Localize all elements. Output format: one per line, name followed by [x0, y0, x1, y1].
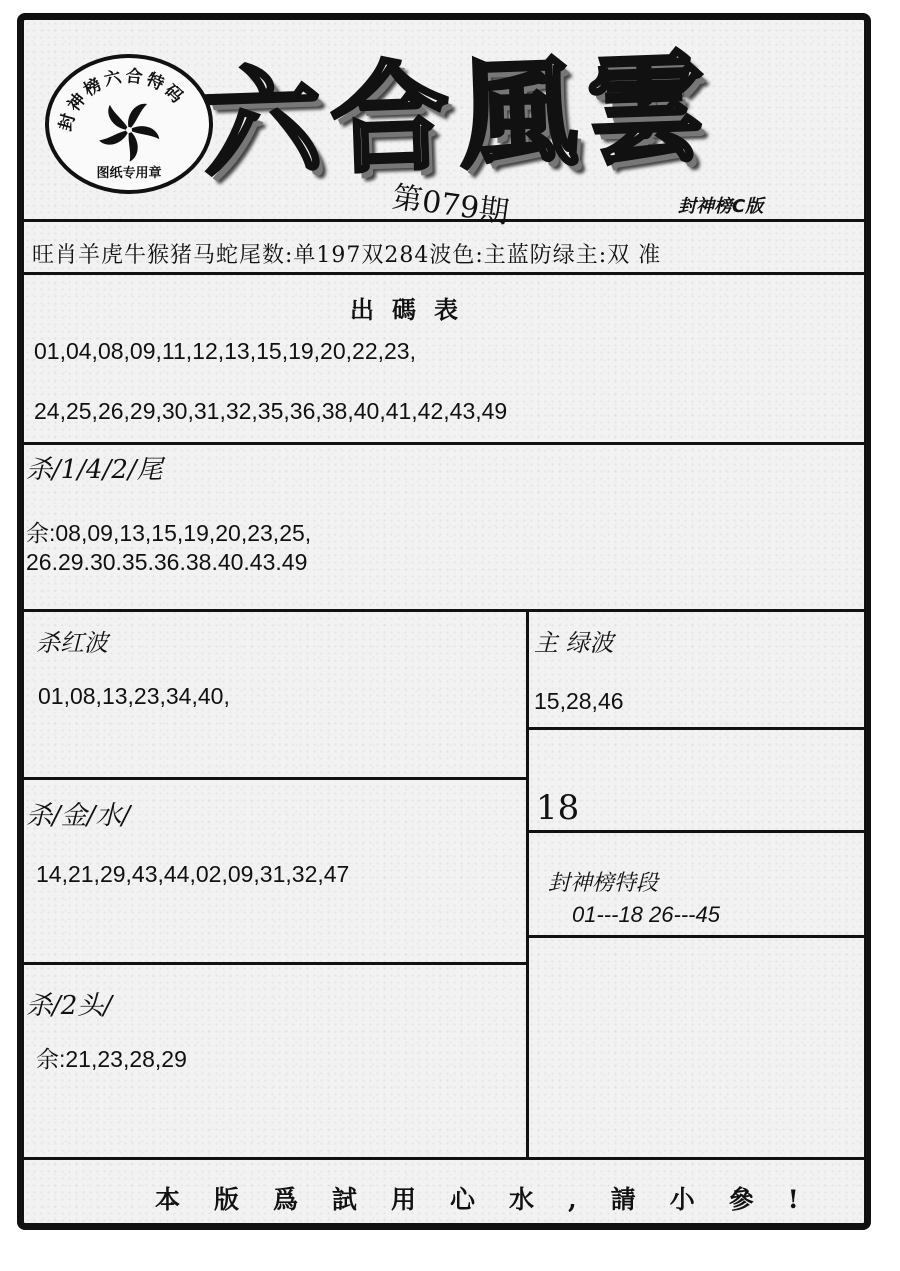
- divider-code-table: [22, 442, 867, 445]
- divider-left-2: [22, 962, 528, 965]
- single-number: 18: [536, 788, 580, 828]
- edition-label: 封神榜C版: [678, 196, 764, 217]
- seal-stamp: [45, 54, 213, 194]
- code-table-line-1: 01,04,08,09,11,12,13,15,19,20,22,23,: [34, 338, 416, 364]
- special-title: 封神榜特段: [548, 871, 659, 896]
- main-green-title: 主 绿波: [534, 629, 614, 657]
- kill-element-title: 杀/金/水/: [26, 801, 131, 831]
- info-line: 旺肖羊虎牛猴猪马蛇尾数:单197双284波色:主蓝防绿主:双 准: [32, 243, 662, 268]
- kill-red-title: 杀红波: [36, 629, 108, 657]
- issue-number: 第079期: [390, 179, 512, 231]
- divider-left-1: [22, 777, 528, 780]
- kill-element-numbers: 14,21,29,43,44,02,09,31,32,47: [36, 861, 350, 887]
- kill-tail-line-2: 26.29.30.35.36.38.40.43.49: [26, 549, 308, 575]
- divider-footer: [22, 1157, 867, 1160]
- divider-right-1: [526, 727, 867, 730]
- kill-head-title: 杀/2头/: [26, 991, 113, 1021]
- seal-ring-text: 封神榜六合特码: [55, 66, 189, 134]
- code-table-line-2: 24,25,26,29,30,31,32,35,36,38,40,41,42,43,49: [34, 398, 508, 424]
- divider-kill-tail: [22, 609, 867, 612]
- kill-head-numbers: 余:21,23,28,29: [36, 1046, 187, 1072]
- divider-info: [22, 272, 867, 275]
- page-title: 六合風雲: [200, 37, 718, 194]
- kill-tail-title: 杀/1/4/2/尾: [26, 455, 163, 485]
- kill-tail-line-1: 余:08,09,13,15,19,20,23,25,: [26, 520, 312, 546]
- seal-bottom-text: 图纸专用章: [96, 166, 162, 181]
- bauhinia-flower-icon: [99, 104, 159, 162]
- divider-right-2: [526, 830, 867, 833]
- divider-right-3: [526, 935, 867, 938]
- divider-columns: [526, 609, 529, 1159]
- code-table-title: 出碼表: [350, 295, 476, 324]
- main-green-numbers: 15,28,46: [534, 688, 624, 714]
- special-range: 01---18 26---45: [572, 902, 720, 927]
- footer-note: 本版爲試用心水,請小參!: [155, 1185, 833, 1214]
- kill-red-numbers: 01,08,13,23,34,40,: [38, 683, 230, 709]
